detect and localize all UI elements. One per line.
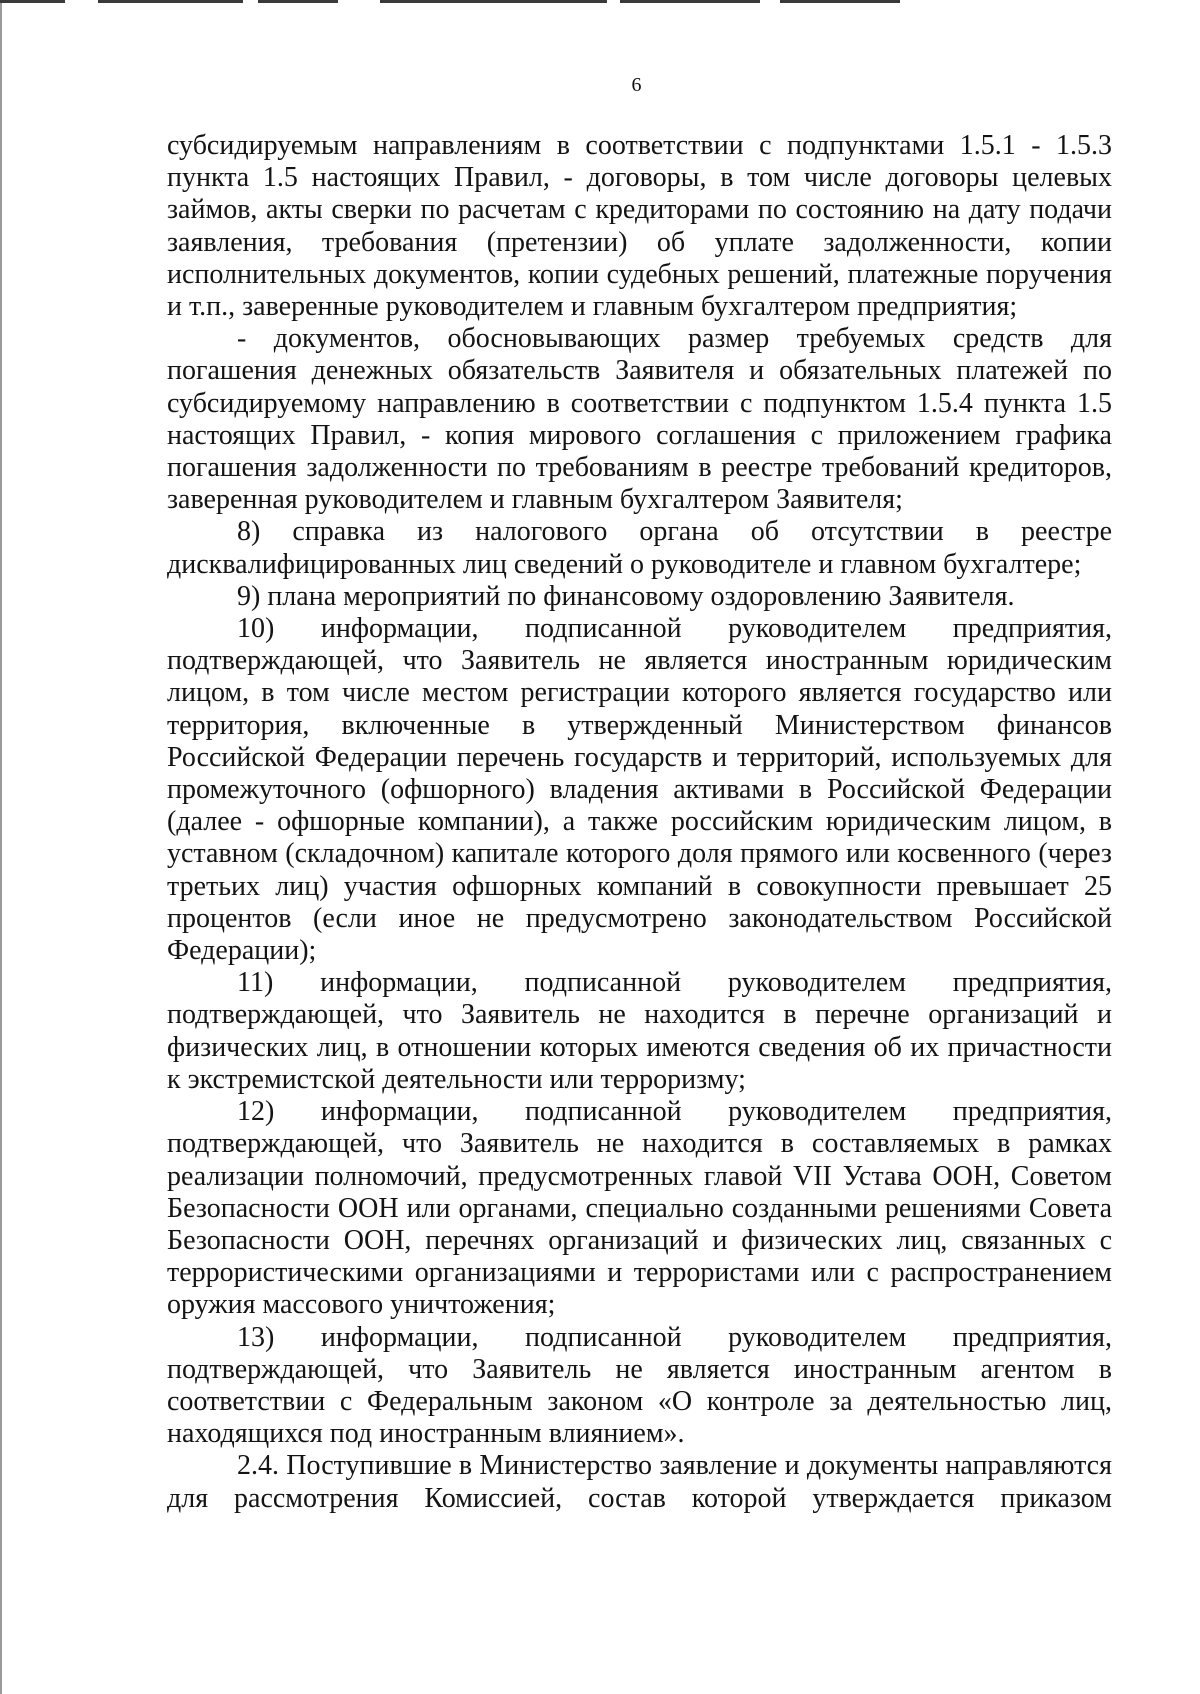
paragraph-item-12: 12) информации, подписанной руководителем предприятия, подтверждающей, что Заявитель не находится в составляемых в рамках реализации полномочий, предусмотренных главой VII Устава ООН, Советом Безопасности ООН или органами, специально созданными решениями Совета Безопасности ООН, перечнях организаций и физических лиц, связанных с террористическими организациями и террористами или с распространением оружия массового уничтожения; [167,1096,1112,1321]
scan-top-edge-mark [0,0,65,3]
scan-top-edge-mark [98,0,243,3]
paragraph-2-4: 2.4. Поступившие в Министерство заявление и документы направляются для рассмотрения Комиссией, состав которой утверждается приказом [167,1450,1112,1514]
scan-top-edge-mark [620,0,760,3]
paragraph-continuation: субсидируемым направлениям в соответствии с подпунктами 1.5.1 - 1.5.3 пункта 1.5 настоящих Правил, - договоры, в том числе договоры целевых займов, акты сверки по расчетам с кредиторами по состоянию на дату подачи заявления, требования (претензии) об уплате задолженности, копии исполнительных документов, копии судебных решений, платежные поручения и т.п., заверенные руководителем и главным бухгалтером предприятия; [167,130,1112,323]
scan-left-edge [0,0,2,1694]
paragraph-item-11: 11) информации, подписанной руководителем предприятия, подтверждающей, что Заявитель не находится в перечне организаций и физических лиц, в отношении которых имеются сведения об их причастности к экстремистской деятельности или терроризму; [167,967,1112,1095]
paragraph-item-10: 10) информации, подписанной руководителем предприятия, подтверждающей, что Заявитель не является иностранным юридическим лицом, в том числе местом регистрации которого является государство или территория, включенные в утвержденный Министерством финансов Российской Федерации перечень государств и территорий, используемых для промежуточного (офшорного) владения активами в Российской Федерации (далее - офшорные компании), а также российским юридическим лицом, в уставном (складочном) капитале которого доля прямого или косвенного (через третьих лиц) участия офшорных компаний в совокупности превышает 25 процентов (если иное не предусмотрено законодательством Российской Федерации); [167,613,1112,967]
paragraph-item-8: 8) справка из налогового органа об отсутствии в реестре дисквалифицированных лиц сведений о руководителе и главном бухгалтере; [167,516,1112,580]
page-number: 6 [631,74,642,96]
scan-top-edge-mark [412,0,607,3]
scan-top-edge-mark [780,0,900,3]
document-body [167,130,1112,1515]
paragraph-item-9: 9) плана мероприятий по финансовому оздоровлению Заявителя. [237,580,1015,612]
paragraph-item-13: 13) информации, подписанной руководителем предприятия, подтверждающей, что Заявитель не является иностранным агентом в соответствии с Федеральным законом «О контроле за деятельностью лиц, находящихся под иностранным влиянием». [167,1321,1112,1450]
scan-top-edge-mark [258,0,338,3]
paragraph-documents-mirovoe: - документов, обосновывающих размер требуемых средств для погашения денежных обязательств Заявителя и обязательных платежей по субсидируемому направлению в соответствии с подпунктом 1.5.4 пункта 1.5 настоящих Правил, - копия мирового соглашения с приложением графика погашения задолженности по требованиям в реестре требований кредиторов, заверенная руководителем и главным бухгалтером Заявителя; [167,323,1112,516]
